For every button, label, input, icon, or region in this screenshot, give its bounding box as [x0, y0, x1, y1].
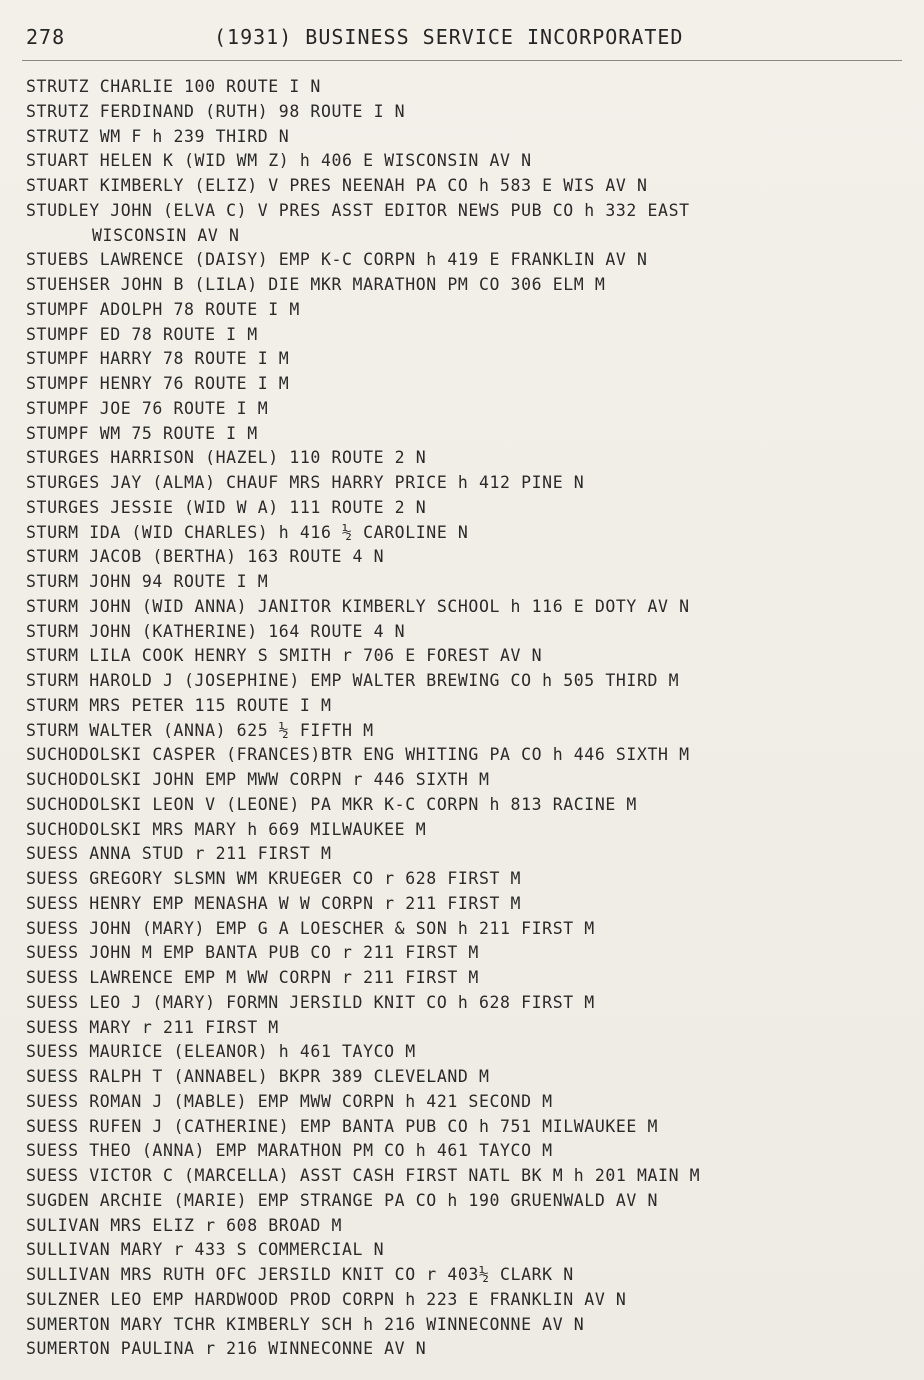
directory-entry: SUCHODOLSKI JOHN EMP MWW CORPN r 446 SIXTH M: [26, 770, 490, 789]
header-rule: [22, 60, 902, 61]
page-header: [22, 22, 902, 54]
directory-entry: SUESS RUFEN J (CATHERINE) EMP BANTA PUB CO h 751 MILWAUKEE M: [26, 1116, 659, 1136]
directory-entry: STRUTZ FERDINAND (RUTH) 98 ROUTE I N: [26, 101, 406, 121]
directory-entry: STURM JACOB (BERTHA) 163 ROUTE 4 N: [26, 547, 385, 567]
directory-entry: STUMPF ADOLPH 78 ROUTE I M: [26, 299, 300, 319]
directory-entry: STURM HAROLD J (JOSEPHINE) EMP WALTER BREWING CO h 505 THIRD M: [26, 671, 680, 690]
directory-entry: STURGES JESSIE (WID W A) 111 ROUTE 2 N: [26, 497, 427, 517]
directory-entry: SUESS JOHN (MARY) EMP G A LOESCHER & SON h 211 FIRST M: [26, 918, 595, 938]
directory-entry: STRUTZ WM F h 239 THIRD N: [26, 126, 290, 146]
directory-entry-continuation: WISCONSIN AV N: [92, 225, 240, 245]
directory-entry: SULLIVAN MRS RUTH OFC JERSILD KNIT CO r 403½ CLARK N: [26, 1265, 574, 1284]
directory-entry: STUMPF JOE 76 ROUTE I M: [26, 398, 269, 418]
directory-entry: STUMPF ED 78 ROUTE I M: [26, 324, 258, 344]
directory-entry: STUDLEY JOHN (ELVA C) V PRES ASST EDITOR NEWS PUB CO h 332 EAST: [26, 200, 690, 220]
directory-entry: SULIVAN MRS ELIZ r 608 BROAD M: [26, 1215, 343, 1235]
directory-entry: SUESS HENRY EMP MENASHA W W CORPN r 211 FIRST M: [26, 893, 522, 913]
running-head: (1931) BUSINESS SERVICE INCORPORATED: [214, 25, 684, 49]
directory-entry: STURM JOHN (KATHERINE) 164 ROUTE 4 N: [26, 621, 406, 641]
directory-entry: SUESS THEO (ANNA) EMP MARATHON PM CO h 461 TAYCO M: [26, 1141, 553, 1161]
directory-entry: STUMPF HARRY 78 ROUTE I M: [26, 349, 290, 369]
directory-entry: SULZNER LEO EMP HARDWOOD PROD CORPN h 223 E FRANKLIN AV N: [26, 1289, 627, 1309]
directory-entry: STURM JOHN 94 ROUTE I M: [26, 572, 269, 591]
directory-entry: STURM JOHN (WID ANNA) JANITOR KIMBERLY SCHOOL h 116 E DOTY AV N: [26, 596, 690, 616]
directory-entry: SUESS ROMAN J (MABLE) EMP MWW CORPN h 421 SECOND M: [26, 1091, 553, 1111]
directory-entry: SUESS MAURICE (ELEANOR) h 461 TAYCO M: [26, 1042, 416, 1062]
directory-entry: SUGDEN ARCHIE (MARIE) EMP STRANGE PA CO h 190 GRUENWALD AV N: [26, 1190, 659, 1210]
directory-entry: SUMERTON MARY TCHR KIMBERLY SCH h 216 WINNECONNE AV N: [26, 1314, 585, 1334]
directory-entry: STURGES HARRISON (HAZEL) 110 ROUTE 2 N: [26, 448, 427, 468]
directory-entry: SUESS RALPH T (ANNABEL) BKPR 389 CLEVELAND M: [26, 1067, 490, 1086]
directory-entry: SUCHODOLSKI LEON V (LEONE) PA MKR K-C CORPN h 813 RACINE M: [26, 794, 637, 814]
directory-entry: SUESS MARY r 211 FIRST M: [26, 1017, 279, 1037]
directory-entry: SUCHODOLSKI MRS MARY h 669 MILWAUKEE M: [26, 819, 427, 839]
directory-entry: STUEHSER JOHN B (LILA) DIE MKR MARATHON PM CO 306 ELM M: [26, 275, 606, 294]
page-number: 278: [26, 25, 66, 49]
directory-entry: SUESS GREGORY SLSMN WM KRUEGER CO r 628 FIRST M: [26, 869, 522, 888]
directory-entry: STURM LILA COOK HENRY S SMITH r 706 E FOREST AV N: [26, 646, 543, 666]
directory-listing: [26, 75, 901, 1362]
directory-entry: STUART KIMBERLY (ELIZ) V PRES NEENAH PA CO h 583 E WIS AV N: [26, 176, 648, 195]
directory-entry: SUESS JOHN M EMP BANTA PUB CO r 211 FIRST M: [26, 943, 479, 963]
directory-entry: STUMPF HENRY 76 ROUTE I M: [26, 374, 290, 393]
directory-entry: STUART HELEN K (WID WM Z) h 406 E WISCONSIN AV N: [26, 151, 532, 171]
directory-entry: STURM IDA (WID CHARLES) h 416 ½ CAROLINE N: [26, 522, 469, 542]
directory-entry: SUESS VICTOR C (MARCELLA) ASST CASH FIRST NATL BK M h 201 MAIN M: [26, 1166, 701, 1185]
directory-entry: STRUTZ CHARLIE 100 ROUTE I N: [26, 77, 321, 96]
directory-entry: STUEBS LAWRENCE (DAISY) EMP K-C CORPN h 419 E FRANKLIN AV N: [26, 250, 648, 270]
directory-entry: SUESS ANNA STUD r 211 FIRST M: [26, 844, 332, 864]
directory-entry: SUMERTON PAULINA r 216 WINNECONNE AV N: [26, 1339, 427, 1359]
directory-entry: SULLIVAN MARY r 433 S COMMERCIAL N: [26, 1240, 385, 1260]
directory-entry: STURM WALTER (ANNA) 625 ½ FIFTH M: [26, 720, 374, 740]
directory-entry: STURM MRS PETER 115 ROUTE I M: [26, 695, 332, 715]
directory-entry: SUESS LAWRENCE EMP M WW CORPN r 211 FIRST M: [26, 968, 479, 987]
directory-entry: STUMPF WM 75 ROUTE I M: [26, 423, 258, 443]
directory-entry: SUESS LEO J (MARY) FORMN JERSILD KNIT CO h 628 FIRST M: [26, 992, 595, 1012]
directory-entry: SUCHODOLSKI CASPER (FRANCES)BTR ENG WHITING PA CO h 446 SIXTH M: [26, 745, 690, 765]
directory-entry: STURGES JAY (ALMA) CHAUF MRS HARRY PRICE h 412 PINE N: [26, 473, 585, 492]
